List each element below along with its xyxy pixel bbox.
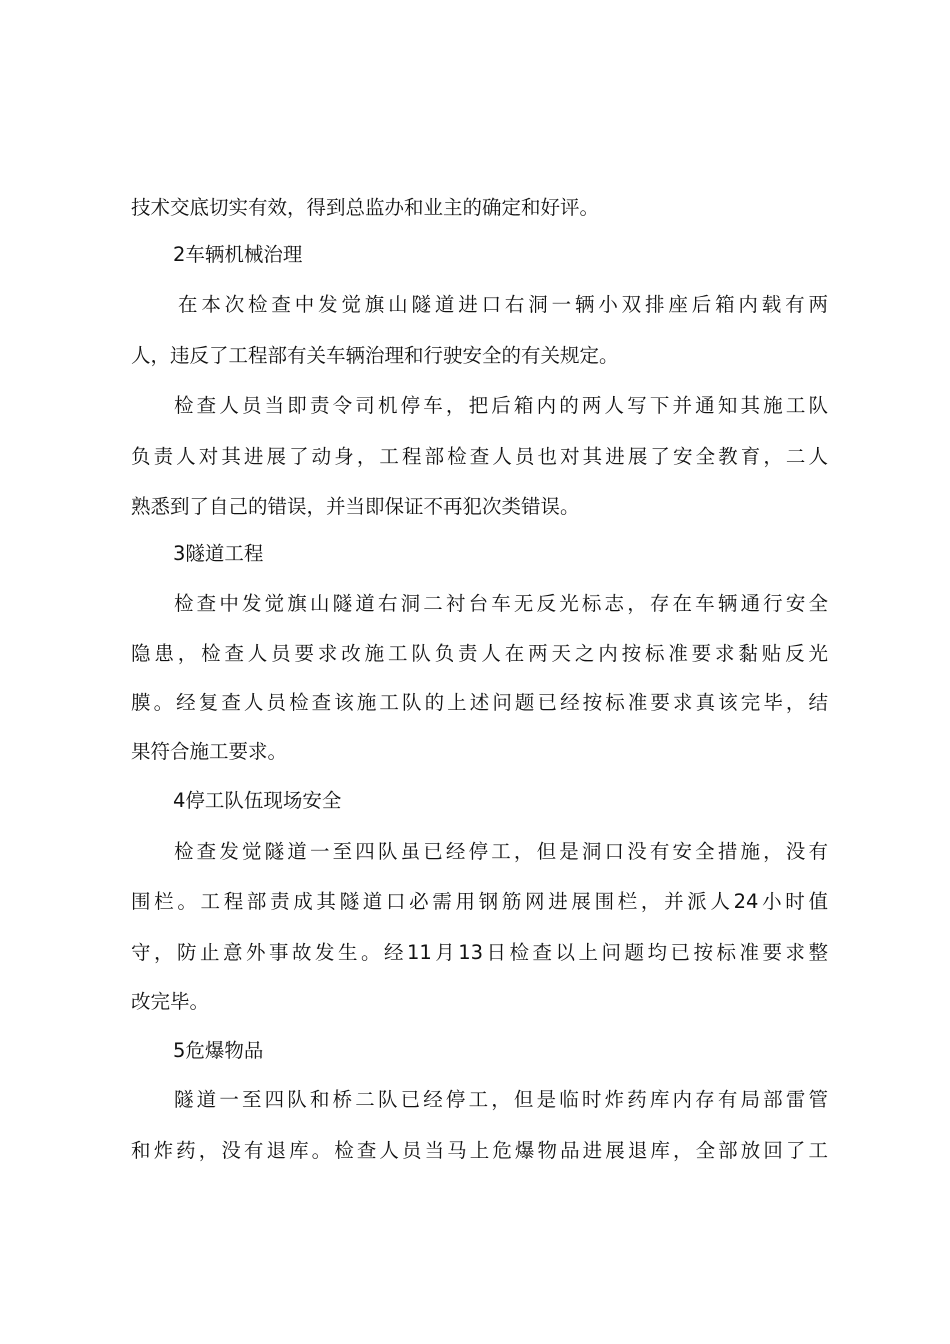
paragraph-line: 果符合施工要求。 (131, 740, 288, 763)
paragraph-line: 改完毕。 (131, 990, 210, 1013)
paragraph-line: 隧道一至四队和桥二队已经停工，但是临时炸药库内存有局部雷管 (174, 1088, 828, 1111)
section-heading: 4停工队伍现场安全 (173, 789, 342, 812)
section-heading: 3隧道工程 (173, 542, 264, 565)
paragraph-line: 熟悉到了自己的错误，并当即保证不再犯次类错误。 (131, 495, 580, 518)
section-heading: 5危爆物品 (173, 1039, 264, 1062)
paragraph-line: 技术交底切实有效，得到总监办和业主的确定和好评。 (131, 196, 600, 219)
paragraph-line: 检查发觉隧道一至四队虽已经停工，但是洞口没有安全措施，没有 (174, 840, 828, 863)
paragraph-line: 守，防止意外事故发生。经11月13日检查以上问题均已按标准要求整 (131, 941, 828, 964)
paragraph-line: 和炸药，没有退库。检查人员当马上危爆物品进展退库，全部放回了工 (131, 1139, 828, 1162)
paragraph-line: 隐患，检查人员要求改施工队负责人在两天之内按标准要求黏贴反光 (131, 642, 828, 665)
section-heading: 2车辆机械治理 (173, 243, 303, 266)
paragraph-line: 检查人员当即责令司机停车，把后箱内的两人写下并通知其施工队 (174, 394, 828, 417)
paragraph-line: 膜。经复查人员检查该施工队的上述问题已经按标准要求真该完毕，结 (131, 691, 828, 714)
paragraph-line: 负责人对其进展了动身，工程部检查人员也对其进展了安全教育，二人 (131, 445, 828, 468)
paragraph-line: 人，违反了工程部有关车辆治理和行驶安全的有关规定。 (131, 344, 619, 367)
paragraph-line: 围栏。工程部责成其隧道口必需用钢筋网进展围栏，并派人24小时值 (131, 890, 828, 913)
paragraph-line: 在本次检查中发觉旗山隧道进口右洞一辆小双排座后箱内载有两 (178, 293, 828, 316)
paragraph-line: 检查中发觉旗山隧道右洞二衬台车无反光标志，存在车辆通行安全 (174, 592, 828, 615)
